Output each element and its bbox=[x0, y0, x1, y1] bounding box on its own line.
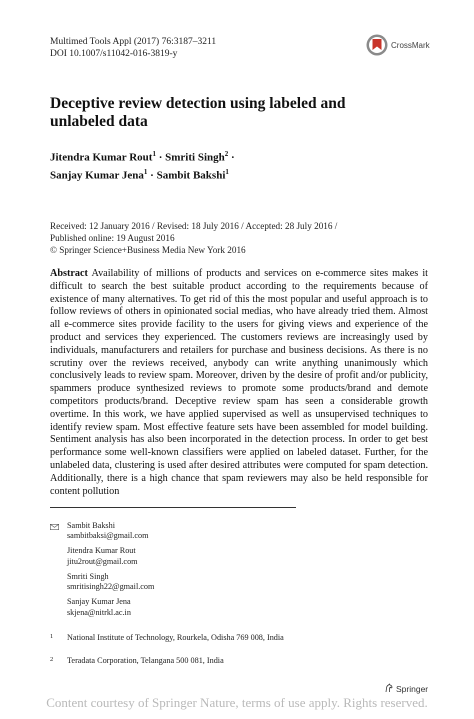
journal-citation: Multimed Tools Appl (2017) 76:3187–3211 bbox=[50, 37, 217, 47]
affiliation-number: 1 bbox=[50, 633, 54, 640]
author-name: Smriti Singh bbox=[165, 151, 225, 164]
envelope-icon bbox=[50, 523, 59, 529]
contact bbox=[50, 546, 350, 567]
author-separator: · bbox=[147, 169, 157, 182]
abstract-text: Availability of millions of products and services on e-commerce sites makes it difficult to search the best suitable product according to the requirements because of existence of many alternatives. To get rid of this the most popular and useful approach is to follow reviews of others in opinionated social medias, who have already tried them. Almost all e-commerce sites provide facility to the users for giving views and experience of the product and services they experienced. The customers reviews are increasingly used by individuals, manufacturers and retailers for purchase and business decisions. As there is no scrutiny over the reviews received, anybody can write anything unanimously which conclusively leads to review spam. Moreover, driven by the desire of profit and/or publicity, spammers produce synthesized reviews to promote some products/brand and demote competitors products/brand. Deceptive review spam has seen a considerable growth overtime. In this work, we have applied supervised as well as unsupervised techniques to identify review spam. Most effective feature sets have been assembled for model building. Sentiment analysis has also been incorporated in the detection process. In order to get best performance some well-known classifiers were applied on labeled dataset. Further, for the unlabeled data, clustering is used after desired attributes were computed for spam detection. Additionally, there is a high chance that spam reviewers may also be held responsible for content pollution bbox=[50, 268, 428, 497]
contact-email[interactable]: sambitbaksi@gmail.com bbox=[67, 531, 149, 541]
running-header bbox=[50, 36, 216, 60]
contact-email[interactable]: smritisingh22@gmail.com bbox=[67, 582, 155, 592]
affiliation-marker: 1 bbox=[152, 150, 156, 158]
publication-dates bbox=[50, 221, 430, 256]
contact-email[interactable]: skjena@nitrkl.ac.in bbox=[67, 607, 131, 617]
affiliation-marker: 1 bbox=[225, 168, 229, 177]
publisher-name: Springer bbox=[396, 684, 429, 694]
abstract bbox=[50, 268, 428, 498]
author-line-2 bbox=[50, 165, 430, 183]
contact bbox=[50, 572, 350, 593]
author-separator: · bbox=[228, 151, 235, 164]
author-name: Jitendra Kumar Rout bbox=[50, 151, 153, 164]
contact-name: Smriti Singh bbox=[67, 571, 109, 581]
abstract-label: Abstract bbox=[50, 268, 88, 279]
author-contacts bbox=[50, 521, 350, 623]
affiliation-text: Teradata Corporation, Telangana 500 081, India bbox=[67, 656, 224, 665]
dates-line-published: Published online: 19 August 2016 bbox=[50, 232, 175, 243]
doi[interactable]: DOI 10.1007/s11042-016-3819-y bbox=[50, 49, 178, 59]
affiliation-text: National Institute of Technology, Rourkela, Odisha 769 008, India bbox=[67, 633, 284, 642]
footnote-divider bbox=[50, 507, 296, 508]
copyright-line: © Springer Science+Business Media New York 2016 bbox=[50, 244, 246, 255]
author-name: Sanjay Kumar Jena bbox=[50, 169, 144, 182]
paper-title: Deceptive review detection using labeled and unlabeled data bbox=[50, 95, 346, 130]
contact-name: Sambit Bakshi bbox=[67, 521, 115, 530]
contact-email[interactable]: jitu2rout@gmail.com bbox=[67, 556, 138, 566]
springer-horse-icon bbox=[384, 683, 394, 695]
author-line-1 bbox=[50, 147, 430, 165]
publisher-logo bbox=[384, 683, 428, 695]
author-list bbox=[50, 147, 430, 183]
affiliation-number: 2 bbox=[50, 656, 54, 663]
dates-line-received: Received: 12 January 2016 / Revised: 18 July 2016 / Accepted: 28 July 2016 / bbox=[50, 221, 338, 231]
contact bbox=[50, 597, 350, 618]
crossmark-logo-icon bbox=[366, 34, 388, 56]
contact-corresponding bbox=[50, 521, 350, 542]
author-separator: · bbox=[155, 151, 166, 164]
crossmark-label: CrossMark bbox=[391, 40, 430, 50]
author-name: Sambit Bakshi bbox=[156, 169, 226, 182]
courtesy-notice: Content courtesy of Springer Nature, terms of use apply. Rights reserved. bbox=[46, 695, 428, 710]
contact-name: Sanjay Kumar Jena bbox=[67, 597, 131, 607]
affiliation-marker: 2 bbox=[224, 150, 229, 158]
crossmark-badge[interactable] bbox=[366, 30, 446, 60]
contact-name: Jitendra Kumar Rout bbox=[67, 546, 136, 556]
affiliation-marker: 1 bbox=[143, 168, 148, 177]
